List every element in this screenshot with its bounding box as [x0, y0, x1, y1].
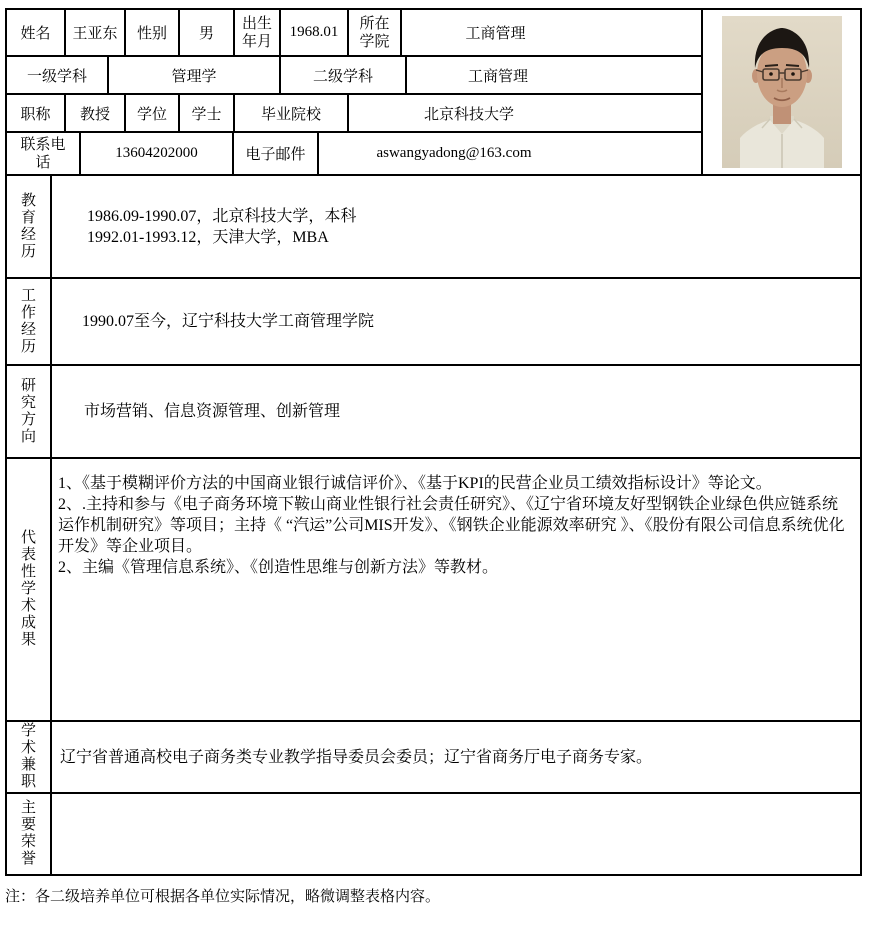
email-value: aswangyadong@163.com	[317, 133, 701, 174]
phone-label: 联系电话	[20, 136, 66, 171]
discipline1-value: 管理学	[107, 57, 279, 93]
row-basic-info	[7, 10, 701, 55]
education-line: 1986.09-1990.07，北京科技大学，本科	[87, 207, 357, 225]
row-disciplines	[7, 55, 701, 93]
section-work-label: 工作经历	[20, 287, 36, 355]
section-education-label: 教育经历	[20, 192, 36, 260]
discipline2-value: 工商管理	[405, 57, 701, 93]
achievement-item: 2、.主持和参与《电子商务环境下鞍山商业性银行社会责任研究》、《辽宁省环境友好型钢铁企业绿色供应链系统运作机制研究》等项目；主持《 “汽运”公司MIS开发》、《钢铁企业能源效率研究 》、《股份有限公司信息系统优化开发》等企业项目。	[58, 496, 845, 555]
section-research-label: 研究方向	[20, 377, 36, 445]
photo-cell	[701, 10, 860, 174]
name-value: 王亚东	[64, 10, 124, 55]
email-label: 电子邮件	[232, 133, 317, 174]
section-honors-label: 主要荣誉	[20, 800, 36, 867]
degree-value: 学士	[178, 95, 233, 131]
work-line: 1990.07至今，辽宁科技大学工商管理学院	[82, 313, 375, 330]
section-education	[7, 174, 860, 277]
section-research	[7, 364, 860, 457]
portrait-photo	[722, 16, 842, 168]
title-label: 职称	[20, 106, 51, 123]
section-positions-label: 学术兼职	[20, 723, 36, 790]
positions-line: 辽宁省普通高校电子商务类专业教学指导委员会委员；辽宁省商务厅电子商务专家。	[60, 748, 653, 766]
school-label: 毕业院校	[233, 95, 347, 131]
row-contact	[7, 131, 701, 174]
research-line: 市场营销、信息资源管理、创新管理	[84, 403, 341, 420]
section-achievements	[7, 457, 860, 720]
achievement-item: 2、主编《管理信息系统》、《创造性思维与创新方法》等教材。	[58, 559, 499, 576]
section-education-content	[50, 176, 860, 277]
footer-note: 注：各二级培养单位可根据各单位实际情况，略微调整表格内容。	[5, 889, 441, 905]
name-label: 姓名	[20, 26, 51, 42]
birth-value: 1968.01	[279, 10, 347, 55]
profile-table	[5, 8, 862, 876]
section-positions	[7, 720, 860, 792]
header-fields	[7, 10, 701, 174]
degree-label: 学位	[124, 95, 178, 131]
profile-document	[5, 8, 862, 876]
education-line: 1992.01-1993.12，天津大学，MBA	[87, 228, 329, 246]
section-work-content	[50, 279, 860, 364]
section-honors	[7, 792, 860, 874]
section-honors-content	[50, 794, 860, 874]
college-value: 工商管理	[400, 10, 701, 55]
phone-value: 13604202000	[79, 133, 232, 174]
row-title-degree	[7, 93, 701, 131]
college-label: 所在学院	[347, 10, 400, 55]
discipline1-label: 一级学科	[26, 68, 87, 85]
section-achievements-content	[50, 459, 860, 720]
school-value: 北京科技大学	[347, 95, 701, 131]
header-block	[7, 10, 860, 174]
title-value: 教授	[64, 95, 124, 131]
gender-label: 性别	[124, 10, 178, 55]
gender-value: 男	[178, 10, 233, 55]
section-research-content	[50, 366, 860, 457]
section-achievements-label: 代表性学术成果	[20, 530, 36, 648]
birth-label: 出生年月	[233, 10, 279, 55]
discipline2-label: 二级学科	[279, 57, 405, 93]
section-positions-content	[50, 722, 860, 792]
section-work	[7, 277, 860, 364]
achievement-item: 1、《基于模糊评价方法的中国商业银行诚信评价》、《基于KPI的民营企业员工绩效指标设计》等论文。	[58, 475, 772, 492]
